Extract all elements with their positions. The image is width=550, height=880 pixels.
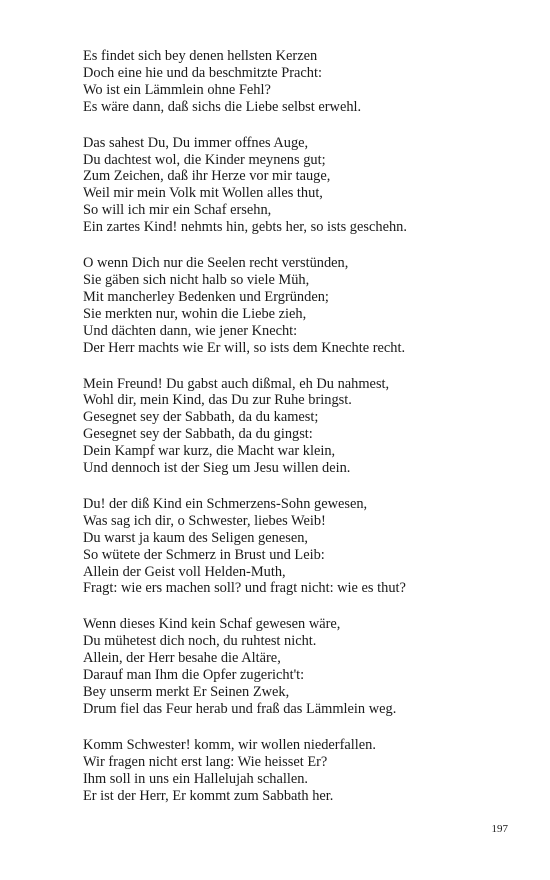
poem-line: Er ist der Herr, Er kommt zum Sabbath her. [83, 787, 334, 804]
poem-line: Weil mir mein Volk mit Wollen alles thut, [83, 185, 323, 202]
stanza [83, 135, 523, 236]
poem-line: Allein, der Herr besahe die Altäre, [83, 650, 281, 667]
poem-line: Ein zartes Kind! nehmts hin, gebts her, so ists geschehn. [83, 219, 407, 236]
poem-line: Wenn dieses Kind kein Schaf gewesen wäre, [83, 616, 341, 633]
poem-line: Sie gäben sich nicht halb so viele Müh, [83, 271, 310, 288]
poem-line: Das sahest Du, Du immer offnes Auge, [83, 134, 309, 151]
poem-line: Du! der diß Kind ein Schmerzens-Sohn gewesen, [83, 495, 368, 512]
stanza [83, 496, 523, 597]
poem-line: So will ich mir ein Schaf ersehn, [83, 202, 272, 219]
poem-line: Mit mancherley Bedenken und Ergründen; [83, 288, 329, 305]
poem-line: Es findet sich bey denen hellsten Kerzen [83, 48, 318, 64]
poem-line: Wo ist ein Lämmlein ohne Fehl? [83, 81, 271, 98]
poem-line: Mein Freund! Du gabst auch dißmal, eh Du nahmest, [83, 375, 390, 392]
page-number: 197 [491, 823, 508, 835]
poem-line: Doch eine hie und da beschmitzte Pracht: [83, 64, 322, 81]
poem-line: Was sag ich dir, o Schwester, liebes Weib! [83, 512, 326, 529]
poem-line: Du warst ja kaum des Seligen genesen, [83, 529, 308, 546]
poem-line: Der Herr machts wie Er will, so ists dem Knechte recht. [83, 339, 406, 356]
poem-line: Wir fragen nicht erst lang: Wie heisset Er? [83, 753, 328, 770]
poem-line: So wütete der Schmerz in Brust und Leib: [83, 546, 325, 563]
poem-line: Drum fiel das Feur herab und fraß das Lämmlein weg. [83, 700, 397, 717]
poem-line: Du dachtest wol, die Kinder meynens gut; [83, 151, 326, 168]
poem-line: Komm Schwester! komm, wir wollen niederfallen. [83, 736, 376, 753]
poem-line: Bey unserm merkt Er Seinen Zwek, [83, 684, 290, 700]
poem-line: Allein der Geist voll Helden-Muth, [83, 563, 286, 580]
poem-text [83, 48, 523, 823]
poem-line: Gesegnet sey der Sabbath, da du kamest; [83, 409, 319, 426]
poem-line: Und dennoch ist der Sieg um Jesu willen dein. [83, 460, 351, 477]
poem-line: Du mühetest dich noch, du ruhtest nicht. [83, 633, 317, 650]
poem-line: Sie merkten nur, wohin die Liebe zieh, [83, 305, 307, 322]
poem-line: Dein Kampf war kurz, die Macht war klein, [83, 443, 336, 460]
poem-line: Darauf man Ihm die Opfer zugericht't: [83, 667, 305, 684]
stanza [83, 616, 523, 717]
poem-line: Es wäre dann, daß sichs die Liebe selbst erwehl. [83, 98, 362, 115]
stanza [83, 48, 523, 116]
poem-line: Zum Zeichen, daß ihr Herze vor mir tauge, [83, 168, 331, 185]
poem-line: O wenn Dich nur die Seelen recht verstünden, [83, 255, 349, 272]
poem-line: Ihm soll in uns ein Hallelujah schallen. [83, 770, 309, 787]
poem-line: Gesegnet sey der Sabbath, da du gingst: [83, 426, 313, 443]
poem-line: Fragt: wie ers machen soll? und fragt nicht: wie es thut? [83, 580, 406, 597]
poem-line: Und dächten dann, wie jener Knecht: [83, 322, 298, 339]
stanza [83, 376, 523, 477]
poem-line: Wohl dir, mein Kind, das Du zur Ruhe bringst. [83, 392, 352, 409]
stanza [83, 255, 523, 356]
stanza [83, 737, 523, 805]
